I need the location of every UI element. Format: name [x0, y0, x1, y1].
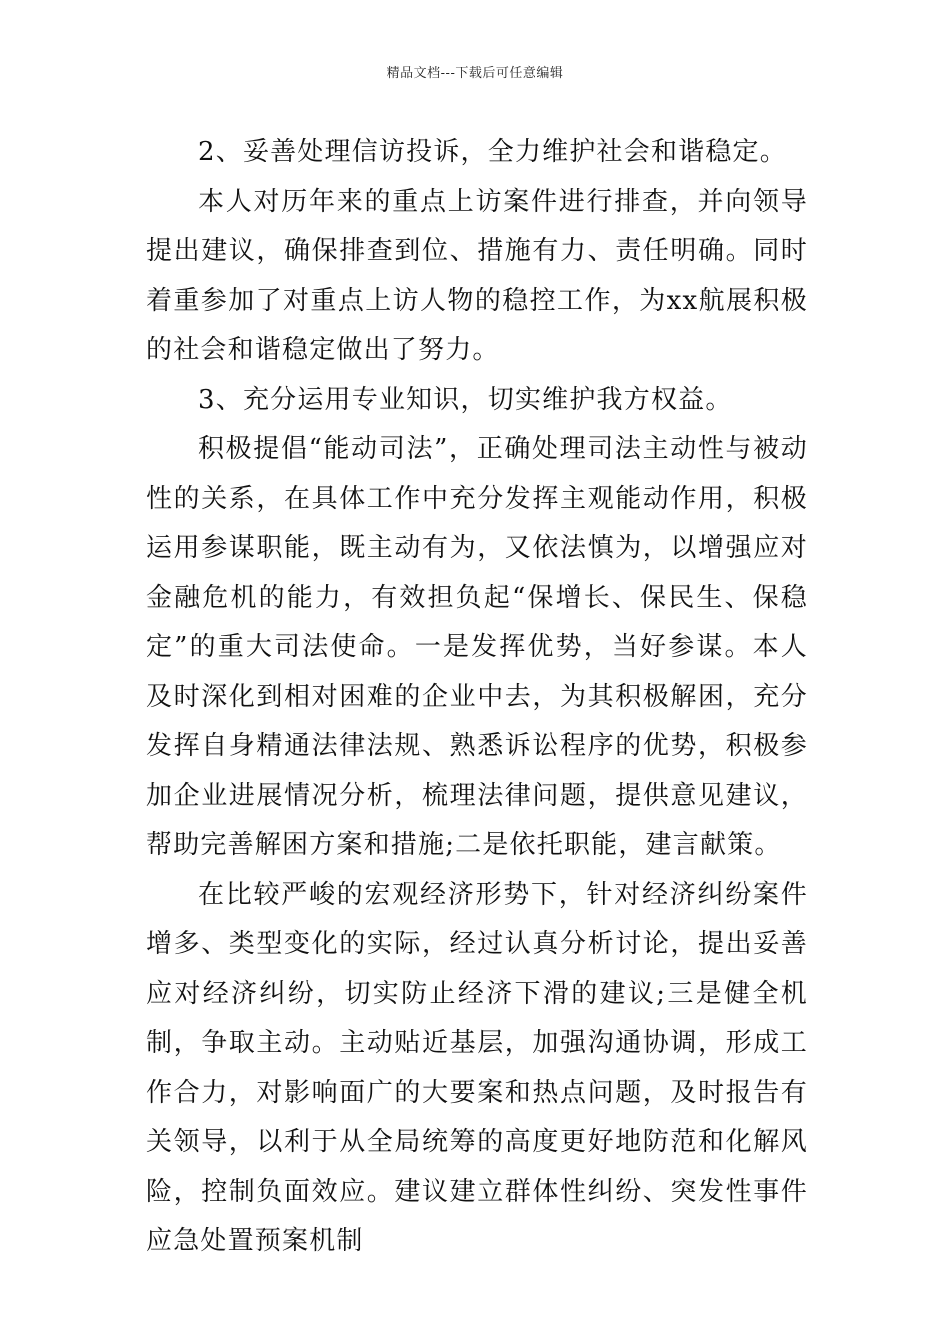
page-header: 精品文档---下载后可任意编辑: [386, 66, 564, 81]
paragraph-section-3-heading: 3、充分运用专业知识，切实维护我方权益。: [198, 384, 733, 415]
document-body: [146, 128, 808, 1267]
paragraph-petition-work: 本人对历年来的重点上访案件进行排查，并向领导提出建议，确保排查到位、措施有力、责任明确。同时着重参加了对重点上访人物的稳控工作，为xx航展积极的社会和谐稳定做出了努力。: [146, 186, 808, 365]
paragraph-section-2-heading: 2、妥善处理信访投诉，全力维护社会和谐稳定。: [198, 137, 787, 167]
paragraph-economic-situation: 在比较严峻的宏观经济形势下，针对经济纠纷案件增多、类型变化的实际，经过认真分析讨论，提出妥善应对经济纠纷，切实防止经济下滑的建议;三是健全机制，争取主动。主动贴近基层，加强沟通协调，形成工作合力，对影响面广的大要案和热点问题，及时报告有关领导，以利于从全局统筹的高度更好地防范和化解风险，控制负面效应。建议建立群体性纠纷、突发性事件应急处置预案机制: [146, 879, 808, 1256]
paragraph-active-justice: 积极提倡“能动司法”，正确处理司法主动性与被动性的关系，在具体工作中充分发挥主观能动作用，积极运用参谋职能，既主动有为，又依法慎为，以增强应对金融危机的能力，有效担负起“保增长、保民生、保稳定”的重大司法使命。一是发挥优势，当好参谋。本人及时深化到相对困难的企业中去，为其积极解困，充分发挥自身精通法律法规、熟悉诉讼程序的优势，积极参加企业进展情况分析，梳理法律问题，提供意见建议，帮助完善解困方案和措施;二是依托职能，建言献策。: [146, 434, 808, 860]
